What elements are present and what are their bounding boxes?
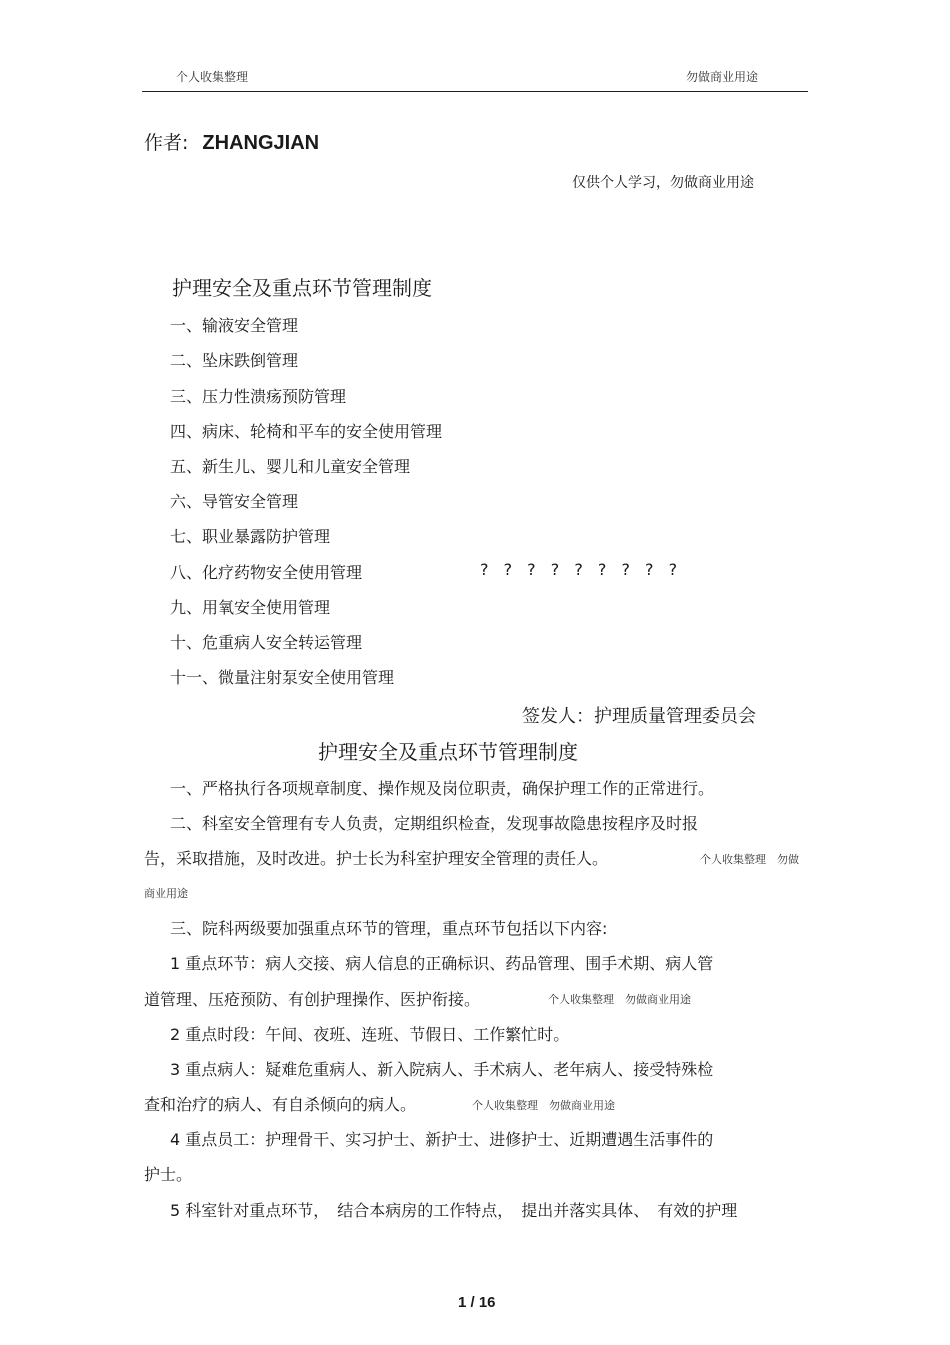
page-number: 1 / 16 [458, 1294, 496, 1311]
watermark-note: 个人收集整理 勿做商业用途 [472, 1099, 615, 1112]
usage-notice: 仅供个人学习，勿做商业用途 [572, 175, 754, 191]
toc-item: 四、病床、轮椅和平车的安全使用管理 [170, 422, 443, 441]
toc-item: 一、输液安全管理 [170, 316, 299, 335]
item-2: 2 重点时段：午间、夜班、连班、节假日、工作繁忙时。 [170, 1025, 570, 1044]
section-title: 护理安全及重点环节管理制度 [318, 740, 578, 764]
item-1-line-2: 道管理、压疮预防、有创护理操作、医护衔接。 [144, 990, 481, 1009]
header-rule [142, 91, 808, 92]
author-line [144, 128, 319, 155]
paragraph-2-line-2: 告，采取措施，及时改进。护士长为科室护理安全管理的责任人。 [144, 849, 609, 868]
header-left: 个人收集整理 [176, 70, 249, 84]
toc-item: 十、危重病人安全转运管理 [170, 633, 363, 652]
item-4-line-2: 护士。 [144, 1165, 193, 1184]
header-right: 勿做商业用途 [686, 70, 759, 84]
paragraph-2-line-1: 二、科室安全管理有专人负责，定期组织检查，发现事故隐患按程序及时报 [170, 814, 699, 833]
item-3-line-1: 3 重点病人：疑难危重病人、新入院病人、手术病人、老年病人、接受特殊检 [170, 1060, 714, 1079]
paragraph-3: 三、院科两级要加强重点环节的管理，重点环节包括以下内容: [170, 919, 608, 938]
author-name: ZHANGJIAN [202, 132, 320, 154]
toc-item: 五、新生儿、婴儿和儿童安全管理 [170, 457, 411, 476]
toc-item: 三、压力性溃疡预防管理 [170, 387, 347, 406]
toc-item: 八、化疗药物安全使用管理 [170, 563, 363, 582]
toc-question-marks: ? ? ? ? ? ? ? ? ? [480, 560, 683, 579]
watermark-note: 个人收集整理 勿做 [700, 853, 799, 866]
paragraph-1: 一、严格执行各项规章制度、操作规及岗位职责，确保护理工作的正常进行。 [170, 779, 715, 798]
toc-title: 护理安全及重点环节管理制度 [172, 276, 432, 300]
toc-item: 六、导管安全管理 [170, 492, 299, 511]
signer: 签发人：护理质量管理委员会 [522, 706, 756, 727]
toc-item: 九、用氧安全使用管理 [170, 598, 331, 617]
item-1-line-1: 1 重点环节：病人交接、病人信息的正确标识、药品管理、围手术期、病人管 [170, 954, 714, 973]
toc-item: 十一、微量注射泵安全使用管理 [170, 668, 395, 687]
item-3-line-2: 查和治疗的病人、有自杀倾向的病人。 [144, 1095, 417, 1114]
author-label: 作者: [144, 132, 189, 154]
watermark-note: 商业用途 [144, 887, 188, 900]
item-4-line-1: 4 重点员工：护理骨干、实习护士、新护士、进修护士、近期遭遇生活事件的 [170, 1130, 714, 1149]
toc-item: 七、职业暴露防护管理 [170, 527, 331, 546]
toc-item: 二、坠床跌倒管理 [170, 351, 299, 370]
item-5: 5 科室针对重点环节， 结合本病房的工作特点， 提出并落实具体、 有效的护理 [170, 1201, 738, 1220]
watermark-note: 个人收集整理 勿做商业用途 [548, 993, 691, 1006]
